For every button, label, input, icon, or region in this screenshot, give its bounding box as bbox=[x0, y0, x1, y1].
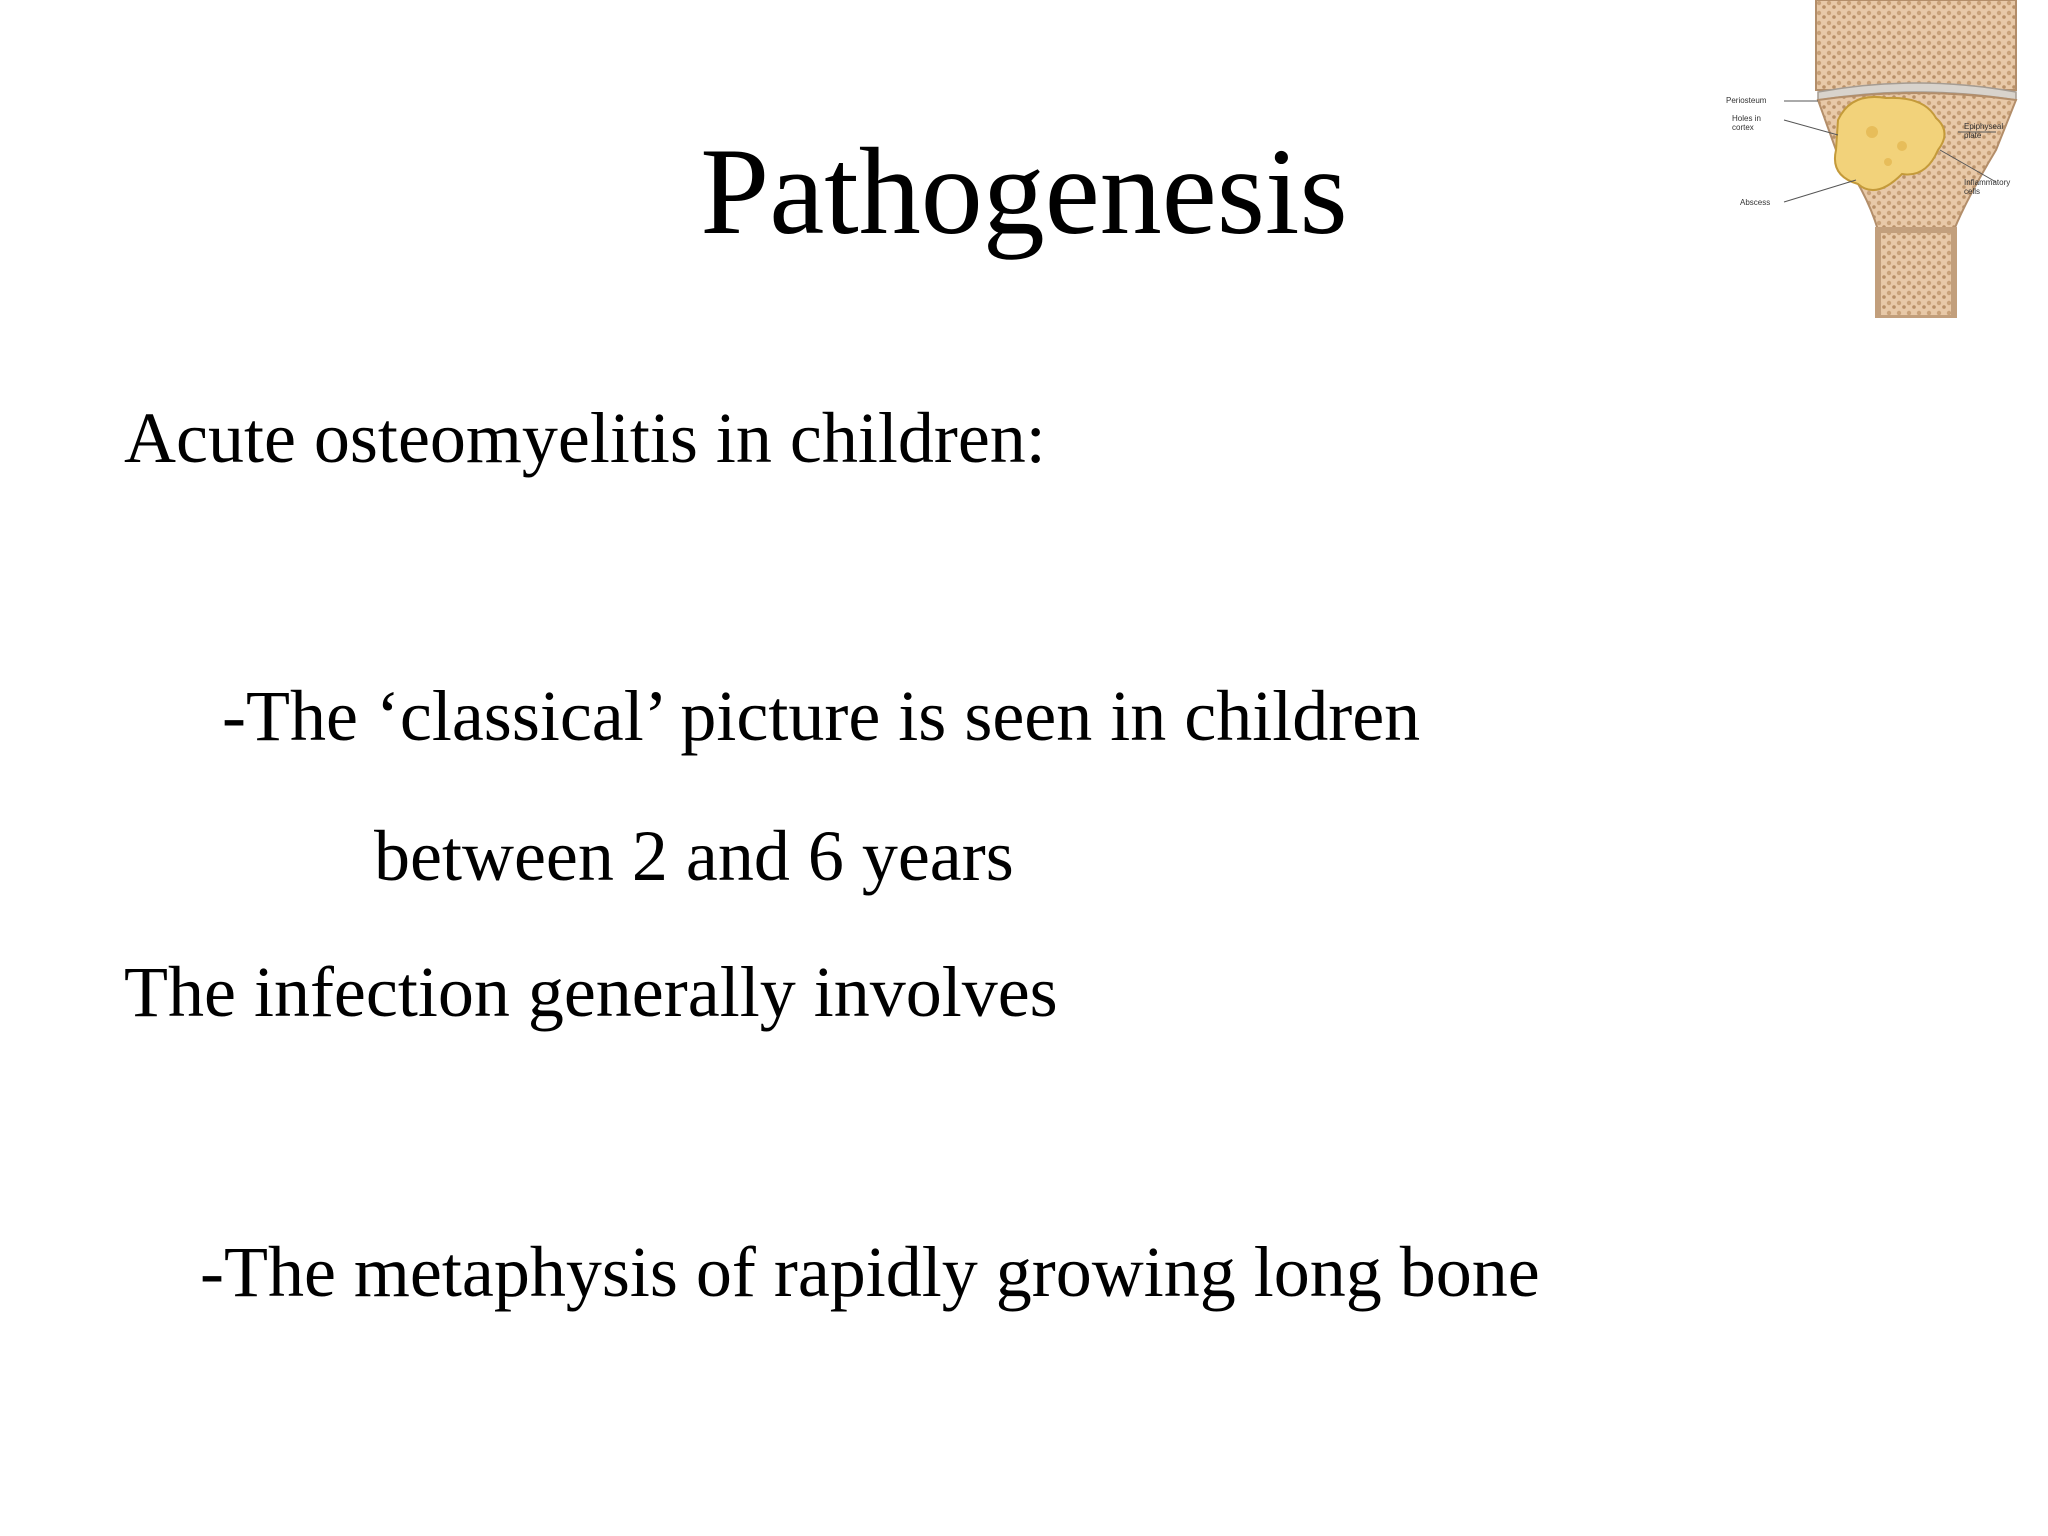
bullet-acute-osteomyelitis: Acute osteomyelitis in children: bbox=[124, 398, 1046, 478]
label-inflammatory-cells: Inflammatory cells bbox=[1964, 178, 2011, 196]
slide-title: Pathogenesis bbox=[700, 123, 1348, 260]
bone-illustration bbox=[1726, 0, 2026, 318]
bullet-infection-involves: The infection generally involves bbox=[124, 952, 1058, 1032]
bullet-classical-picture: -The ‘classical’ picture is seen in children bbox=[222, 676, 1421, 756]
label-holes-in-cortex: Holes in cortex bbox=[1732, 114, 1761, 132]
label-epiphyseal-plate: Epiphyseal plate bbox=[1964, 122, 2004, 140]
label-abscess: Abscess bbox=[1740, 198, 1771, 207]
bone-diagram-icon bbox=[1726, 0, 2026, 318]
label-periosteum: Periosteum bbox=[1726, 96, 1767, 105]
bullet-metaphysis: -The metaphysis of rapidly growing long bone bbox=[200, 1232, 1540, 1312]
bullet-age-range: between 2 and 6 years bbox=[374, 816, 1014, 896]
